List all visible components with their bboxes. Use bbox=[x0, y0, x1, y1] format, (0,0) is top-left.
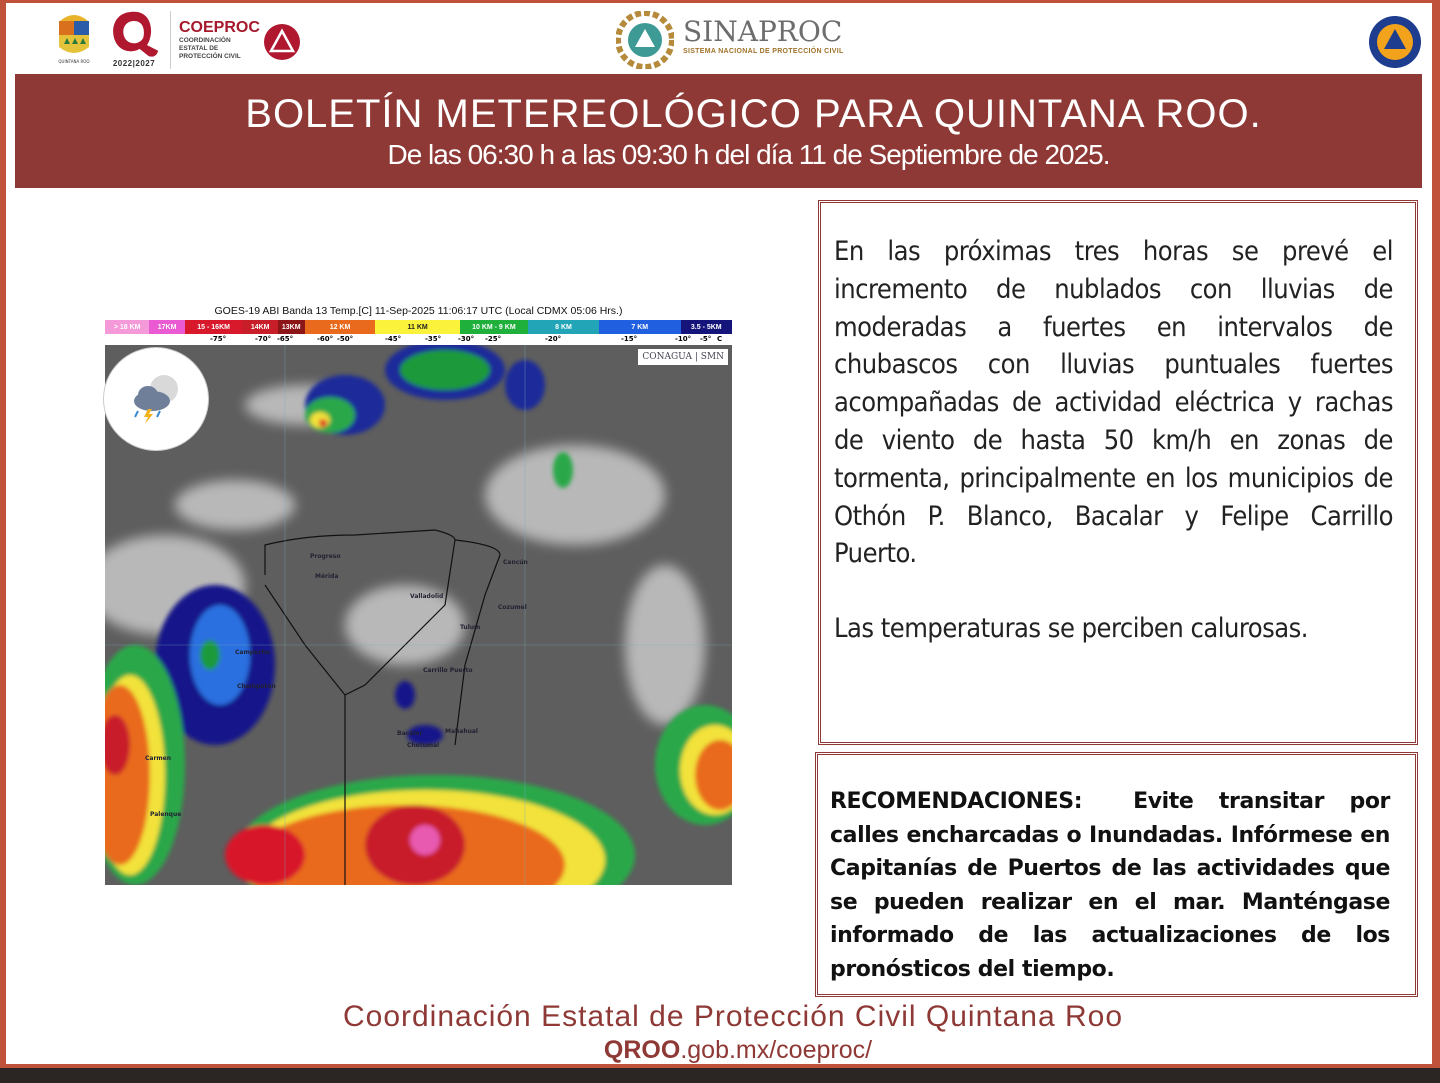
place-label: Bacalar bbox=[397, 730, 423, 737]
satellite-title: GOES-19 ABI Banda 13 Temp.[C] 11-Sep-2025 11:06:17 UTC (Local CDMX 05:06 Hrs.) bbox=[214, 305, 623, 317]
sinaproc-title: SINAPROC bbox=[683, 15, 843, 48]
coeproc-sub: ESTATAL DE bbox=[179, 45, 219, 52]
place-label: Valladolid bbox=[410, 593, 444, 600]
place-label: Carrillo Puerto bbox=[423, 667, 473, 674]
place-label: Mérida bbox=[315, 573, 339, 580]
footer-url-bold: QROO bbox=[603, 1036, 681, 1064]
colorbar-tick: -75° bbox=[210, 335, 227, 343]
recommendations-box bbox=[815, 752, 1418, 997]
proteccion-civil-seal-icon bbox=[1368, 15, 1422, 69]
place-label: Mahahual bbox=[445, 728, 478, 735]
q-logo bbox=[106, 8, 162, 60]
colorbar-segment: 15 - 16KM bbox=[185, 320, 243, 334]
bulletin-banner bbox=[15, 74, 1422, 188]
colorbar-segment: 13KM bbox=[278, 320, 305, 334]
conagua-smn-logos: CONAGUA | SMN bbox=[638, 349, 728, 365]
header bbox=[6, 3, 1432, 74]
conagua-logo: CONAGUA bbox=[642, 352, 692, 362]
place-label: Campeche bbox=[235, 649, 270, 656]
cloud-moon-lightning-rain-icon bbox=[126, 369, 186, 429]
bulletin-subtitle: De las 06:30 h a las 09:30 h del día 11 de Septiembre de 2025. bbox=[387, 139, 1110, 170]
place-label: Progreso bbox=[310, 553, 341, 560]
colorbar-segment: 11 KM bbox=[375, 320, 459, 334]
colorbar-tick: -20° bbox=[545, 335, 562, 343]
place-label: Tulum bbox=[460, 624, 481, 631]
colorbar-tick: -60° bbox=[317, 335, 334, 343]
place-label: Cancún bbox=[503, 559, 528, 566]
colorbar-segment: 7 KM bbox=[599, 320, 681, 334]
coeproc-logo bbox=[179, 19, 260, 61]
colorbar-tick: -25° bbox=[485, 335, 502, 343]
sinaproc-logo bbox=[683, 15, 844, 55]
colorbar-tick: -15° bbox=[621, 335, 638, 343]
colorbar-tick: -35° bbox=[425, 335, 442, 343]
colorbar-tick: C bbox=[717, 335, 723, 343]
svg-text:QUINTANA ROO: QUINTANA ROO bbox=[58, 59, 90, 64]
sinaproc-logo-icon bbox=[616, 11, 674, 69]
recommendations-text bbox=[830, 785, 1390, 986]
place-label: Champotón bbox=[237, 683, 276, 690]
recommendations-label: RECOMENDACIONES: bbox=[830, 789, 1083, 814]
q-logo-years: 2022|2027 bbox=[112, 59, 156, 68]
coeproc-sub: PROTECCIÓN CIVIL bbox=[179, 53, 241, 60]
place-label: Palenque bbox=[150, 811, 182, 818]
colorbar-segment: 14KM bbox=[242, 320, 277, 334]
sinaproc-subtitle: SISTEMA NACIONAL DE PROTECCIÓN CIVIL bbox=[683, 48, 844, 55]
bottom-strip bbox=[0, 1068, 1440, 1083]
coeproc-sub: COORDINACIÓN bbox=[179, 37, 231, 44]
weather-icon-badge bbox=[103, 347, 209, 451]
colorbar bbox=[105, 320, 732, 334]
colorbar-segment: 12 KM bbox=[305, 320, 376, 334]
divider bbox=[170, 11, 171, 69]
smn-logo: SMN bbox=[700, 352, 724, 362]
bulletin-title: BOLETÍN METEREOLÓGICO PARA QUINTANA ROO. bbox=[245, 92, 1262, 136]
place-label: Cozumel bbox=[498, 604, 527, 611]
colorbar-tick: -30° bbox=[458, 335, 475, 343]
colorbar-tick: -45° bbox=[385, 335, 402, 343]
place-label: Chetumal bbox=[407, 742, 440, 749]
footer-url[interactable] bbox=[0, 1036, 1440, 1065]
quintana-roo-shield-logo bbox=[54, 11, 94, 67]
colorbar-segment: 10 KM - 9 KM bbox=[460, 320, 528, 334]
footer-url-rest: .gob.mx/coeproc/ bbox=[680, 1036, 873, 1064]
colorbar-segment: 17KM bbox=[149, 320, 184, 334]
colorbar-tick: -65° bbox=[277, 335, 294, 343]
colorbar-segment: 3.5 - 5KM bbox=[681, 320, 732, 334]
forecast-box bbox=[818, 200, 1418, 745]
colorbar-tick: -70° bbox=[255, 335, 272, 343]
colorbar-segment: > 18 KM bbox=[105, 320, 149, 334]
place-label: Carmen bbox=[145, 755, 172, 762]
forecast-text: En las próximas tres horas se prevé el incremento de nublados con lluvias de moderadas a fuertes en intervalos de chubascos con lluvias puntuales fuertes acompañadas de actividad eléctrica y rachas de viento de hasta 50 km/h en zonas de tormenta, principalmente en los municipios de Othón P. Blanco, Bacalar y Felipe Carrillo Puerto. bbox=[834, 236, 1393, 570]
colorbar-tick: -5° bbox=[700, 335, 712, 343]
colorbar-segment: 8 KM bbox=[528, 320, 599, 334]
footer-organization: Coordinación Estatal de Protección Civil Quintana Roo bbox=[342, 1000, 1124, 1033]
coeproc-title: COEPROC bbox=[179, 19, 260, 36]
civil-protection-triangle-icon bbox=[263, 23, 301, 61]
recommendations-body: Evite transitar por calles encharcadas o Inundadas. Infórmese en Capitanías de Puertos de las actividades que se pueden realizar en el mar. Manténgase informado de las actualizaciones de los pronósticos del tiempo. bbox=[830, 789, 1390, 982]
colorbar-tick: -50° bbox=[337, 335, 354, 343]
colorbar-tick: -10° bbox=[675, 335, 692, 343]
temperature-text: Las temperaturas se perciben calurosas. bbox=[834, 613, 1309, 645]
colorbar-ticks bbox=[105, 334, 732, 345]
